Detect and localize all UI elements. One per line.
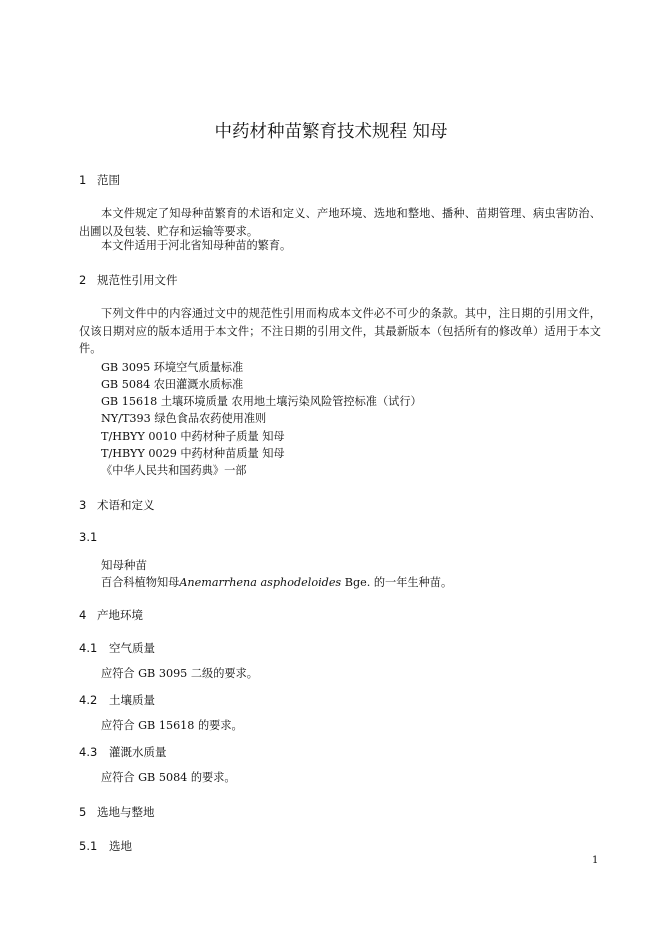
scope-paragraph-2: 本文件适用于河北省知母种苗的繁育。 (101, 239, 292, 252)
latin-name: Anemarrhena asphodeloides (179, 576, 342, 589)
normative-references-paragraph: 下列文件中的内容通过文中的规范性引用而构成本文件必不可少的条款。其中，注日期的引用文件，仅该日期对应的版本适用于本文件；不注日期的引用文件，其最新版本（包括所有的修改单）适用于本文件。 (79, 307, 601, 355)
section-number: 4 (79, 608, 87, 622)
reference-item: GB 5084 农田灌溉水质标准 (101, 378, 244, 391)
section-2-heading (79, 272, 178, 288)
subsection-text: 应符合 GB 5084 的要求。 (101, 771, 236, 784)
subsection-title: 选地 (109, 839, 132, 853)
section-title: 产地环境 (97, 608, 143, 622)
subsection-number: 4.3 (79, 745, 98, 759)
scope-paragraph-1: 本文件规定了知母种苗繁育的术语和定义、产地环境、选地和整地、播种、苗期管理、病虫害防治、出圃以及包装、贮存和运输等要求。 (79, 207, 601, 238)
section-title: 术语和定义 (97, 498, 155, 512)
section-title: 范围 (97, 173, 120, 187)
subsection-text: 应符合 GB 15618 的要求。 (101, 719, 243, 732)
subsection-title: 土壤质量 (109, 693, 155, 707)
section-5-heading (79, 804, 155, 820)
reference-item: T/HBYY 0029 中药材种苗质量 知母 (101, 447, 285, 460)
section-number: 2 (79, 273, 87, 287)
term-definition (101, 574, 452, 590)
subsection-title: 灌溉水质量 (109, 745, 167, 759)
definition-text: 百合科植物知母 (101, 576, 180, 589)
subsection-title: 空气质量 (109, 641, 155, 655)
subsection-4-2-heading (79, 692, 155, 708)
subsection-5-1-heading (79, 838, 132, 854)
subsection-number: 4.2 (79, 693, 98, 707)
section-number: 3 (79, 498, 87, 512)
section-number: 1 (79, 173, 87, 187)
subsection-4-1-heading (79, 640, 155, 656)
document-title: 中药材种苗繁育技术规程 知母 (214, 122, 448, 142)
subsection-text: 应符合 GB 3095 二级的要求。 (101, 667, 258, 680)
subsection-number: 4.1 (79, 641, 98, 655)
reference-item: 《中华人民共和国药典》一部 (101, 464, 247, 477)
section-title: 选地与整地 (97, 805, 155, 819)
section-3-heading (79, 497, 155, 513)
section-4-heading (79, 607, 143, 623)
reference-item: T/HBYY 0010 中药材种子质量 知母 (101, 430, 285, 443)
section-1-heading (79, 172, 120, 188)
section-title: 规范性引用文件 (97, 273, 178, 287)
reference-item: GB 3095 环境空气质量标准 (101, 361, 244, 374)
reference-item: NY/T393 绿色食品农药使用准则 (101, 412, 267, 425)
definition-text: Bge. 的一年生种苗。 (341, 576, 453, 589)
term-name: 知母种苗 (101, 558, 147, 572)
page-number: 1 (592, 855, 599, 866)
subsection-number: 3.1 (79, 530, 98, 544)
reference-item: GB 15618 土壤环境质量 农用地土壤污染风险管控标准（试行） (101, 395, 422, 408)
section-number: 5 (79, 805, 87, 819)
subsection-4-3-heading (79, 744, 167, 760)
subsection-number: 5.1 (79, 839, 98, 853)
